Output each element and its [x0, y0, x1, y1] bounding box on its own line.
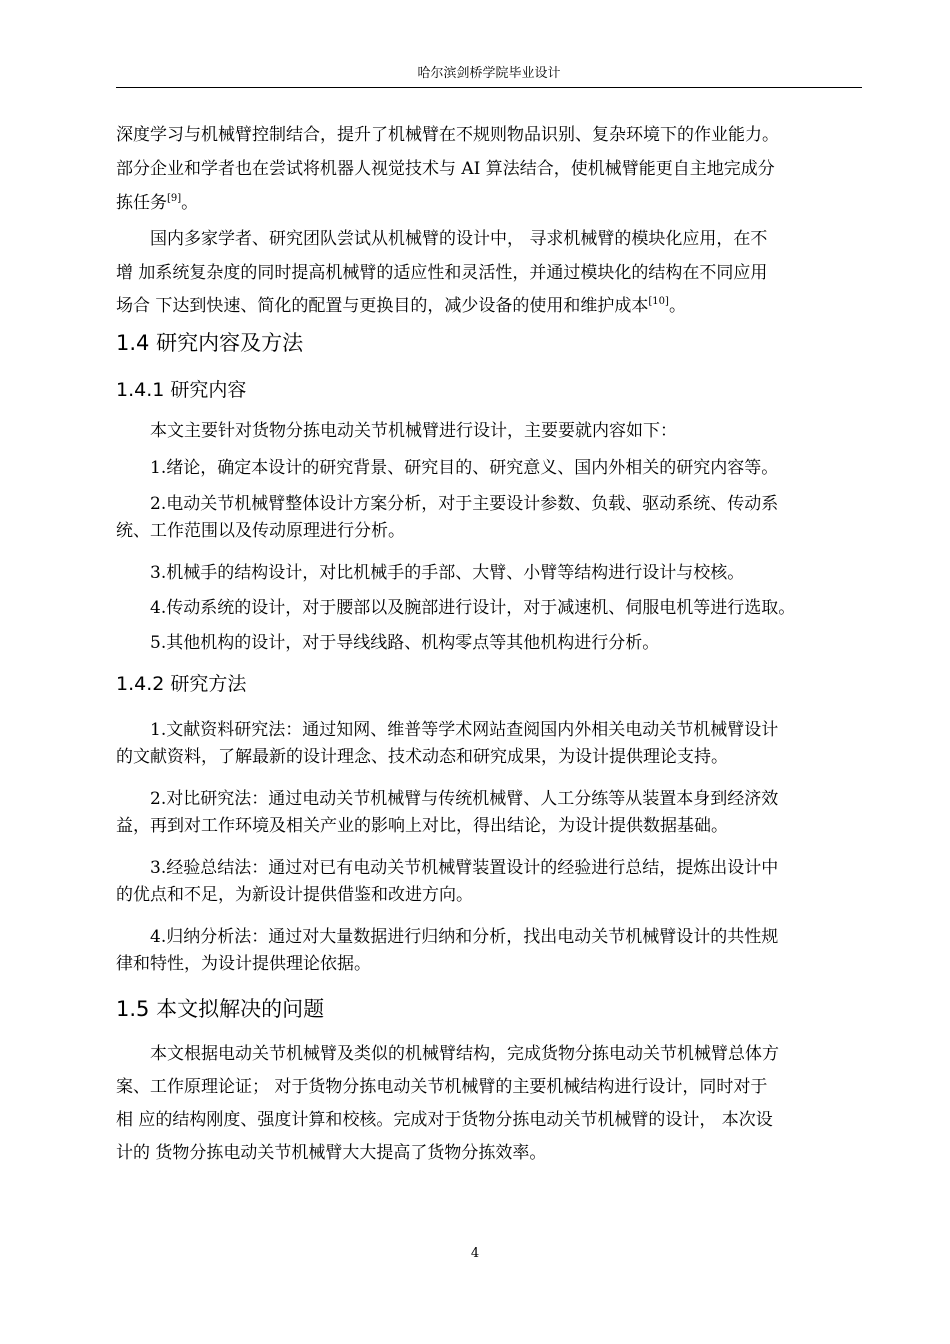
text-line: 深度学习与机械臂控制结合，提升了机械臂在不规则物品识别、复杂环境下的作业能力。 [116, 125, 779, 145]
text-line: 增 加系统复杂度的同时提高机械臂的适应性和灵活性，并通过模块化的结构在不同应用 [116, 263, 768, 283]
list-item-continuation: 的优点和不足，为新设计提供借鉴和改进方向。 [116, 885, 473, 905]
text-line [116, 289, 862, 323]
subsection-heading: 1.4.1 研究内容 [116, 379, 247, 401]
text-line: 部分企业和学者也在尝试将机器人视觉技术与 AI 算法结合，使机械臂能更自主地完成分 [116, 159, 775, 179]
list-item: 2.对比研究法：通过电动关节机械臂与传统机械臂、人工分练等从装置本身到经济效 [150, 789, 779, 809]
text-line: 相 应的结构刚度、强度计算和校核。完成对于货物分拣电动关节机械臂的设计， 本次设 [116, 1110, 773, 1130]
text-span: 场合 下达到快速、简化的配置与更换目的，减少设备的使用和维护成本 [116, 296, 649, 316]
subsection-heading: 1.4.2 研究方法 [116, 673, 247, 695]
text-line: 计的 货物分拣电动关节机械臂大大提高了货物分拣效率。 [116, 1143, 547, 1163]
text-line: 本文主要针对货物分拣电动关节机械臂进行设计，主要要就内容如下： [150, 421, 677, 441]
list-item: 5.其他机构的设计，对于导线线路、机构零点等其他机构进行分析。 [150, 633, 660, 653]
page-number: 4 [470, 1246, 480, 1261]
text-line: 国内多家学者、研究团队尝试从机械臂的设计中， 寻求机械臂的模块化应用，在不 [150, 229, 768, 249]
section-heading: 1.5 本文拟解决的问题 [116, 997, 325, 1021]
citation-ref: [9] [167, 193, 182, 204]
section-heading: 1.4 研究内容及方法 [116, 331, 304, 355]
list-item-continuation: 的文献资料，了解最新的设计理念、技术动态和研究成果，为设计提供理论支持。 [116, 747, 728, 767]
text-line [116, 186, 862, 220]
list-item-continuation: 统、工作范围以及传动原理进行分析。 [116, 521, 405, 541]
text-line: 本文根据电动关节机械臂及类似的机械臂结构，完成货物分拣电动关节机械臂总体方 [150, 1044, 779, 1064]
list-item-continuation: 律和特性，为设计提供理论依据。 [116, 954, 371, 974]
text-span: 。 [181, 193, 199, 213]
text-span: 拣任务 [116, 193, 167, 213]
list-item: 1.文献资料研究法：通过知网、维普等学术网站查阅国内外相关电动关节机械臂设计 [150, 720, 779, 740]
list-item: 4.归纳分析法：通过对大量数据进行归纳和分析，找出电动关节机械臂设计的共性规 [150, 927, 779, 947]
text-span: 。 [668, 296, 686, 316]
list-item: 3.经验总结法：通过对已有电动关节机械臂装置设计的经验进行总结，提炼出设计中 [150, 858, 779, 878]
list-item-continuation: 益，再到对工作环境及相关产业的影响上对比，得出结论，为设计提供数据基础。 [116, 816, 728, 836]
page-header: 哈尔滨剑桥学院毕业设计 [417, 66, 561, 81]
list-item: 1.绪论，确定本设计的研究背景、研究目的、研究意义、国内外相关的研究内容等。 [150, 458, 779, 478]
list-item: 3.机械手的结构设计，对比机械手的手部、大臂、小臂等结构进行设计与校核。 [150, 563, 745, 583]
list-item: 2.电动关节机械臂整体设计方案分析，对于主要设计参数、负载、驱动系统、传动系 [150, 494, 779, 514]
list-item: 4.传动系统的设计，对于腰部以及腕部进行设计，对于减速机、伺服电机等进行选取。 [150, 598, 796, 618]
header-rule [116, 87, 862, 88]
text-line: 案、工作原理论证； 对于货物分拣电动关节机械臂的主要机械结构进行设计，同时对于 [116, 1077, 768, 1097]
citation-ref: [10] [648, 296, 669, 307]
